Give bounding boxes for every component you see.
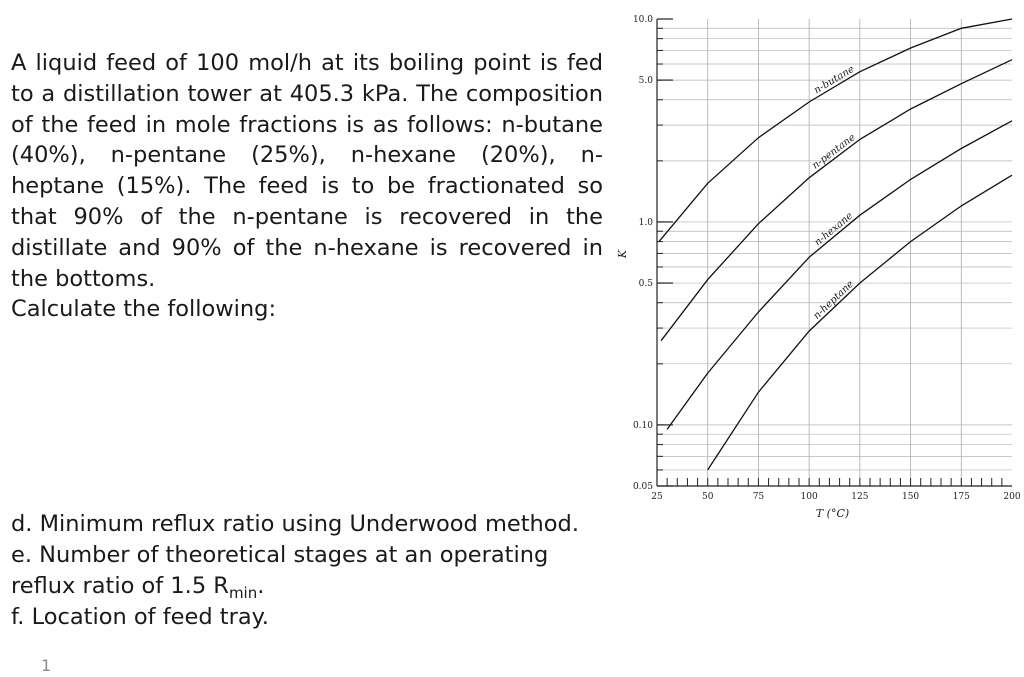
x-tick-label: 75 <box>752 492 765 502</box>
chart-grid <box>657 19 1012 486</box>
x-tick-label: 25 <box>651 492 663 502</box>
chart-curves <box>659 19 1012 470</box>
curve-n-hexane <box>667 121 1012 430</box>
y-tick-label: 10.0 <box>632 15 653 25</box>
part-d: d. Minimum reflux ratio using Underwood method. <box>11 511 579 537</box>
question-parts <box>11 509 611 633</box>
y-tick-label: 0.5 <box>638 279 653 290</box>
y-tick-label: 0.05 <box>632 482 653 492</box>
curve-label-n-hexane: n-hexane <box>812 210 856 249</box>
problem-statement: A liquid feed of 100 mol/h at its boiling point is fed to a distillation tower at 405.3 kPa. The composition of the feed in mole fractions is as follows: n-butane (40%), n-pentane (25%), n-hexane (20%), n-heptane (15%). The feed is to be fractionated so that 90% of the n-pentane is recovered in the distillate and 90% of the n-hexane is recovered in the bottoms. <box>11 50 603 292</box>
x-axis-title: T (°C) <box>815 507 850 520</box>
x-tick-label: 50 <box>701 492 714 502</box>
y-tick-label: 5.0 <box>638 76 653 87</box>
curve-label-n-butane: n-butane <box>812 63 857 97</box>
page-number: 1 <box>41 656 52 675</box>
part-e <box>11 540 611 602</box>
x-tick-label: 150 <box>901 492 920 502</box>
problem-prompt: Calculate the following: <box>11 296 277 323</box>
curve-label-n-pentane: n-pentane <box>810 132 858 172</box>
y-tick-label: 0.10 <box>632 420 653 431</box>
part-f: f. Location of feed tray. <box>11 604 269 630</box>
x-tick-label: 100 <box>800 492 818 502</box>
y-tick-label: 1.0 <box>638 217 653 228</box>
curve-label-n-heptane: n-heptane <box>811 278 857 322</box>
part-e-subscript: min <box>228 584 258 602</box>
part-e-period: . <box>257 573 265 599</box>
y-axis-title: K <box>616 249 629 259</box>
chart-frame <box>657 19 1012 486</box>
x-tick-label: 125 <box>851 492 869 502</box>
x-tick-label: 175 <box>952 492 970 502</box>
part-e-text: e. Number of theoretical stages at an operating reflux ratio of 1.5 R <box>11 542 549 599</box>
x-tick-label: 200 <box>1003 492 1021 502</box>
